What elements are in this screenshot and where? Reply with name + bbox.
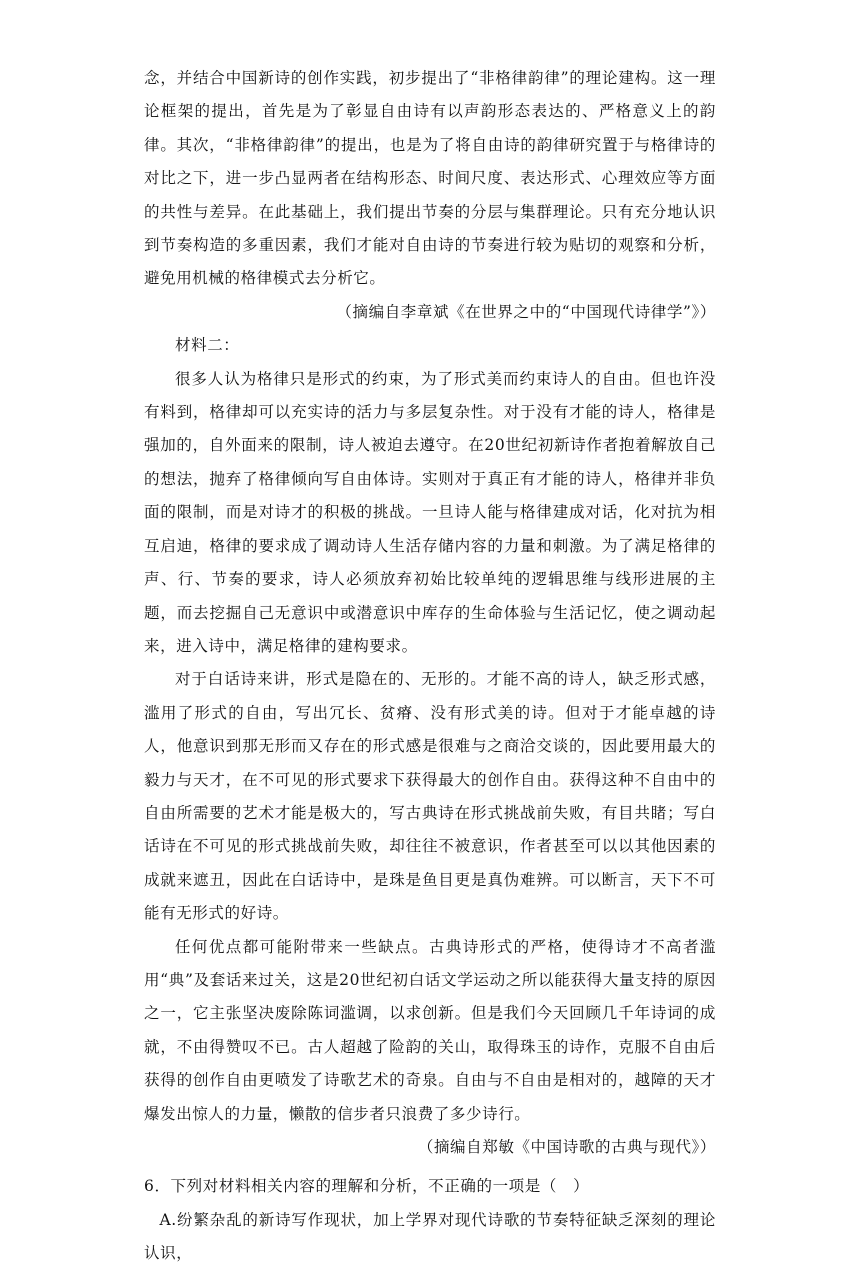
source-citation-2: （摘编自郑敏《中国诗歌的古典与现代》）	[417, 1138, 716, 1156]
material-two-label: 材料二：	[175, 336, 240, 355]
source-citation-1: （摘编自李章斌《在世界之中的“中国现代诗律学”》）	[336, 302, 716, 321]
question-option-a: A.纷繁杂乱的新诗写作现状，加上学界对现代诗歌的节奏特征缺乏深刻的理论认识，	[144, 1210, 716, 1263]
paragraph-material-two-2: 对于白话诗来讲，形式是隐在的、无形的。才能不高的诗人，缺乏形式感，滥用了形式的自由，写出冗长、贫瘠、没有形式美的诗。但对于才能卓越的诗人，他意识到那无形而又存在的形式感是很难与之商洽交谈的，因此要用最大的毅力与天才，在不可见的形式要求下获得最大的创作自由。获得这种不自由中的自由所需要的艺术才能是极大的，写古典诗在形式挑战前失败，有目共睹；写白话诗在不可见的形式挑战前失败，却往往不被意识，作者甚至可以以其他因素的成就来遮丑，因此在白话诗中，是珠是鱼目更是真伪难辨。可以断言，天下不可能有无形式的好诗。	[144, 670, 716, 923]
question-stem: 6．下列对材料相关内容的理解和分析，不正确的一项是（ ）	[144, 1177, 590, 1196]
paragraph-continued: 念，并结合中国新诗的创作实践，初步提出了“非格律韵律”的理论建构。这一理论框架的提出，首先是为了彰显自由诗有以声韵形态表达的、严格意义上的韵律。其次，“非格律韵律”的提出，也是为了将自由诗的韵律研究置于与格律诗的对比之下，进一步凸显两者在结构形态、时间尺度、表达形式、心理效应等方面的共性与差异。在此基础上，我们提出节奏的分层与集群理论。只有充分地认识到节奏构造的多重因素，我们才能对自由诗的节奏进行较为贴切的观察和分析，避免用机械的格律模式去分析它。	[144, 69, 716, 288]
paragraph-material-two-3: 任何优点都可能附带来一些缺点。古典诗形式的严格，使得诗才不高者滥用“典”及套话来过关，这是20世纪初白话文学运动之所以能获得大量支持的原因之一，它主张坚决废除陈词滥调，以求创新。但是我们今天回顾几千年诗词的成就，不由得赞叹不已。古人超越了险韵的关山，取得珠玉的诗作，克服不自由后获得的创作自由更喷发了诗歌艺术的奇泉。自由与不自由是相对的，越障的天才爆发出惊人的力量，懒散的信步者只浪费了多少诗行。	[144, 937, 716, 1123]
paragraph-material-two-1: 很多人认为格律只是形式的约束，为了形式美而约束诗人的自由。但也许没有料到，格律却可以充实诗的活力与多层复杂性。对于没有才能的诗人，格律是强加的，自外面来的限制，诗人被迫去遵守。在20世纪初新诗作者抱着解放自己的想法，抛弃了格律倾向写自由体诗。实则对于真正有才能的诗人，格律并非负面的限制，而是对诗才的积极的挑战。一旦诗人能与格律建成对话，化对抗为相互启迪，格律的要求成了调动诗人生活存储内容的力量和刺激。为了满足格律的声、行、节奏的要求，诗人必须放弃初始比较单纯的逻辑思维与线形进展的主题，而去挖掘自己无意识中或潜意识中库存的生命体验与生活记忆，使之调动起来，进入诗中，满足格律的建构要求。	[144, 369, 716, 655]
document-body	[144, 62, 716, 1271]
